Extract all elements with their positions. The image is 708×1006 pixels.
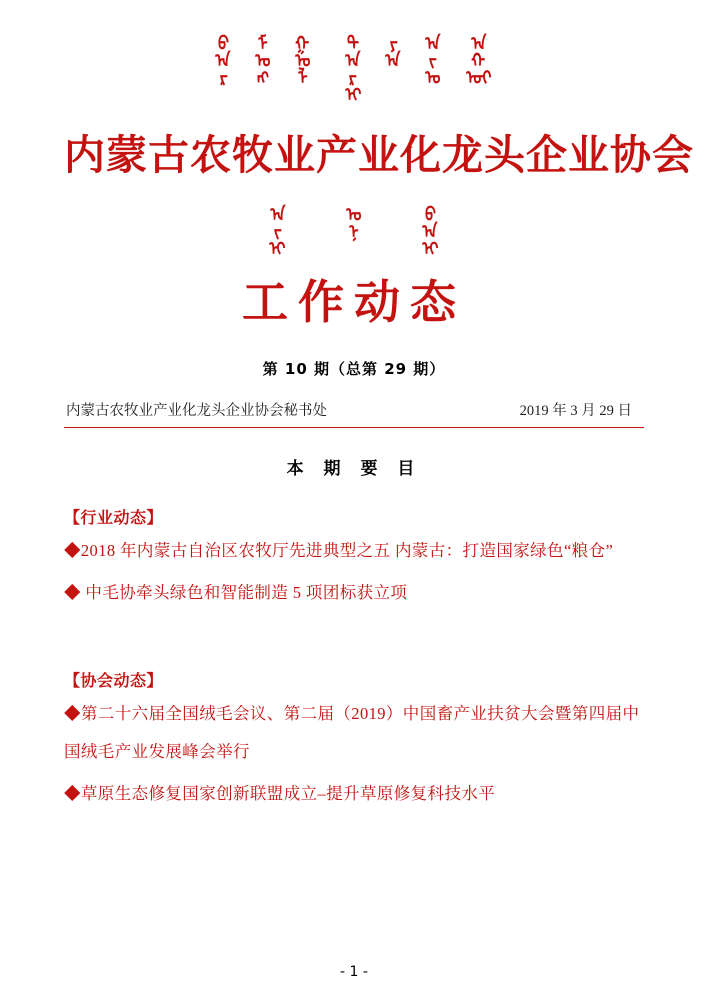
toc-entry[interactable]: ◆2018 年内蒙古自治区农牧厅先进典型之五 内蒙古：打造国家绿色“粮仓” (64, 541, 614, 560)
mongolian-glyph: ᠮ (258, 33, 268, 55)
mongolian-glyph: ᠠ (385, 50, 401, 72)
mongolian-glyph: ᠵ (273, 221, 282, 243)
publisher-date-row (64, 399, 644, 420)
mongolian-header-line-2 (64, 204, 644, 260)
mongolian-glyph: ᠠ (422, 221, 438, 243)
mongolian-glyph: ᠷ (348, 67, 357, 89)
section-heading-association: 【协会动态】 (64, 671, 164, 690)
mongolian-glyph: ᠠ (471, 33, 487, 55)
publish-date: 2019 年 3 月 29 日 (519, 403, 632, 419)
mongolian-glyph: ᠯ (297, 67, 308, 89)
toc-entry[interactable]: ◆ 中毛协牵头绿色和智能制造 5 项团标获立项 (64, 583, 408, 602)
mongolian-glyph: ᠲ (346, 33, 359, 55)
mongolian-glyph: ᠢ (344, 84, 361, 106)
mongolian-glyph: ᠠ (345, 50, 361, 72)
toc-entry[interactable]: ◆第二十六届全国绒毛会议、第二届（2019）中国畜产业扶贫大会暨第四届中国绒毛产业发展峰会举行 (64, 704, 640, 761)
mongolian-word (214, 33, 232, 89)
document-subtitle: 工作动态 (242, 275, 466, 329)
mongolian-glyph: ᠪ (217, 33, 229, 55)
mongolian-word (344, 33, 363, 106)
mongolian-glyph: ᠤ (425, 67, 441, 89)
mongolian-glyph: ᠤᠢ (466, 67, 492, 89)
mongolian-glyph: ᠷ (219, 67, 228, 89)
issue-number: 第 10 期（总第 29 期） (262, 360, 446, 378)
publisher-label: 内蒙古农牧业产业化龙头企业协会秘书处 (66, 403, 327, 419)
section-heading-industry: 【行业动态】 (64, 508, 164, 527)
red-divider (64, 427, 644, 428)
mongolian-glyph: ᠩ (256, 67, 269, 89)
mongolian-glyph: ᠬ (471, 50, 486, 72)
mongolian-glyph: ᠵ (428, 50, 437, 72)
mongolian-word (421, 204, 440, 260)
mongolian-word (424, 33, 442, 89)
mongolian-word (268, 204, 287, 260)
mongolian-glyph: ᠪ (424, 204, 436, 226)
mongolian-header-line-1 (64, 0, 644, 104)
page-number: - 1 - (340, 964, 368, 980)
document-title: 内蒙古农牧业产业化龙头企业协会 (64, 131, 694, 179)
mongolian-glyph: ᠠ (270, 204, 286, 226)
mongolian-word (384, 33, 402, 72)
toc-entry[interactable]: ◆草原生态修复国家创新联盟成立–提升草原修复科技水平 (64, 784, 496, 803)
mongolian-glyph: ᠢ (422, 238, 439, 260)
section-gap (64, 612, 644, 642)
mongolian-glyph: ᠭ (295, 33, 310, 55)
mongolian-word (464, 33, 494, 89)
mongolian-glyph: ᠶ (389, 33, 398, 55)
mongolian-glyph: ᠠ (215, 50, 231, 72)
mongolian-word (254, 33, 272, 89)
mongolian-word (345, 204, 363, 243)
mongolian-glyph: ᠣ (255, 50, 271, 72)
mongolian-glyph: ᠤ (346, 204, 362, 226)
mongolian-glyph: ᠠ (425, 33, 441, 55)
mongolian-glyph: ᠢ (269, 238, 286, 260)
mongolian-word (294, 33, 312, 89)
mongolian-glyph: ᠣ (295, 50, 311, 72)
toc-heading: 本 期 要 目 (286, 459, 422, 479)
mongolian-glyph: ᠨ (349, 221, 359, 243)
